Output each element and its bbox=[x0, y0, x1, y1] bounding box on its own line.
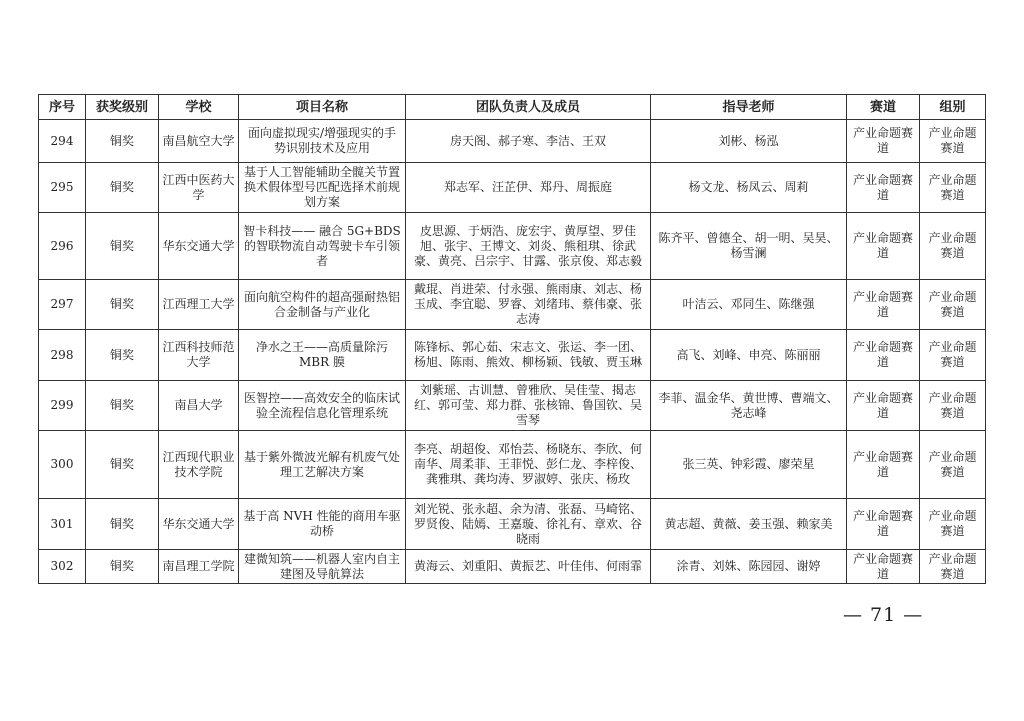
cell-track: 产业命题赛道 bbox=[847, 330, 920, 381]
table-row bbox=[39, 381, 986, 431]
cell-project-name: 基于人工智能辅助全髋关节置换术假体型号匹配选择术前规划方案 bbox=[239, 163, 406, 213]
cell-advisors: 张三英、钟彩霞、廖荣星 bbox=[651, 431, 847, 499]
cell-project-name: 基于紫外微波光解有机废气处理工艺解决方案 bbox=[239, 431, 406, 499]
cell-group: 产业命题赛道 bbox=[920, 163, 986, 213]
cell-team: 黄海云、刘重阳、黄振艺、叶佳伟、何雨霏 bbox=[406, 550, 651, 584]
cell-track: 产业命题赛道 bbox=[847, 163, 920, 213]
table-row bbox=[39, 550, 986, 584]
cell-advisors: 涂青、刘姝、陈园园、谢婷 bbox=[651, 550, 847, 584]
cell-award-level: 铜奖 bbox=[86, 431, 159, 499]
cell-award-level: 铜奖 bbox=[86, 280, 159, 330]
table-row bbox=[39, 163, 986, 213]
cell-award-level: 铜奖 bbox=[86, 330, 159, 381]
page-number: — 71 — bbox=[843, 604, 924, 626]
cell-award-level: 铜奖 bbox=[86, 550, 159, 584]
cell-team: 陈锋标、郭心茹、宋志文、张运、李一团、杨旭、陈雨、熊效、柳杨颖、钱敏、贾玉琳 bbox=[406, 330, 651, 381]
cell-track: 产业命题赛道 bbox=[847, 499, 920, 550]
cell-serial: 298 bbox=[39, 330, 86, 381]
cell-school: 华东交通大学 bbox=[159, 499, 239, 550]
header-group: 组别 bbox=[920, 95, 986, 120]
cell-school: 江西理工大学 bbox=[159, 280, 239, 330]
cell-advisors: 高飞、刘峰、申亮、陈丽丽 bbox=[651, 330, 847, 381]
cell-serial: 299 bbox=[39, 381, 86, 431]
cell-award-level: 铜奖 bbox=[86, 163, 159, 213]
cell-team: 郑志军、汪芷伊、郑丹、周振庭 bbox=[406, 163, 651, 213]
cell-project-name: 面向虚拟现实/增强现实的手势识别技术及应用 bbox=[239, 120, 406, 163]
header-school: 学校 bbox=[159, 95, 239, 120]
cell-group: 产业命题赛道 bbox=[920, 550, 986, 584]
cell-school: 江西现代职业技术学院 bbox=[159, 431, 239, 499]
header-serial: 序号 bbox=[39, 95, 86, 120]
cell-serial: 302 bbox=[39, 550, 86, 584]
cell-group: 产业命题赛道 bbox=[920, 213, 986, 280]
cell-team: 戴琨、肖进荣、付永强、熊雨康、刘志、杨玉成、李宜聪、罗睿、刘绪玮、蔡伟豪、张志涛 bbox=[406, 280, 651, 330]
table-row bbox=[39, 499, 986, 550]
cell-advisors: 刘彬、杨泓 bbox=[651, 120, 847, 163]
cell-award-level: 铜奖 bbox=[86, 381, 159, 431]
cell-school: 江西科技师范大学 bbox=[159, 330, 239, 381]
cell-team: 刘光锐、张永超、余为清、张磊、马崎铭、罗贤俊、陆嫣、王嘉璇、徐礼有、章欢、谷晓雨 bbox=[406, 499, 651, 550]
cell-award-level: 铜奖 bbox=[86, 213, 159, 280]
header-award-level: 获奖级别 bbox=[86, 95, 159, 120]
cell-serial: 295 bbox=[39, 163, 86, 213]
cell-track: 产业命题赛道 bbox=[847, 120, 920, 163]
cell-serial: 297 bbox=[39, 280, 86, 330]
cell-team: 刘紫瑶、古训慧、曾雅欣、吴佳莹、揭志红、郭可莹、郑力群、张核锦、鲁国钦、吴雪琴 bbox=[406, 381, 651, 431]
table-header-row bbox=[39, 95, 986, 120]
cell-track: 产业命题赛道 bbox=[847, 280, 920, 330]
cell-track: 产业命题赛道 bbox=[847, 213, 920, 280]
cell-school: 华东交通大学 bbox=[159, 213, 239, 280]
header-advisors: 指导老师 bbox=[651, 95, 847, 120]
cell-group: 产业命题赛道 bbox=[920, 330, 986, 381]
cell-serial: 300 bbox=[39, 431, 86, 499]
cell-track: 产业命题赛道 bbox=[847, 431, 920, 499]
cell-school: 南昌大学 bbox=[159, 381, 239, 431]
table-row bbox=[39, 120, 986, 163]
cell-award-level: 铜奖 bbox=[86, 120, 159, 163]
header-track: 赛道 bbox=[847, 95, 920, 120]
cell-advisors: 叶洁云、邓同生、陈继强 bbox=[651, 280, 847, 330]
cell-project-name: 净水之王——高质量除污 MBR 膜 bbox=[239, 330, 406, 381]
cell-group: 产业命题赛道 bbox=[920, 499, 986, 550]
table-row bbox=[39, 431, 986, 499]
cell-group: 产业命题赛道 bbox=[920, 280, 986, 330]
cell-school: 江西中医药大学 bbox=[159, 163, 239, 213]
cell-serial: 296 bbox=[39, 213, 86, 280]
cell-project-name: 面向航空构件的超高强耐热铝合金制备与产业化 bbox=[239, 280, 406, 330]
cell-school: 南昌航空大学 bbox=[159, 120, 239, 163]
cell-project-name: 建微知筑——机器人室内自主建图及导航算法 bbox=[239, 550, 406, 584]
header-team: 团队负责人及成员 bbox=[406, 95, 651, 120]
cell-advisors: 杨文龙、杨凤云、周莉 bbox=[651, 163, 847, 213]
table-row bbox=[39, 213, 986, 280]
cell-award-level: 铜奖 bbox=[86, 499, 159, 550]
cell-advisors: 陈齐平、曾德全、胡一明、吴昊、杨雪澜 bbox=[651, 213, 847, 280]
cell-project-name: 基于高 NVH 性能的商用车驱动桥 bbox=[239, 499, 406, 550]
cell-team: 房天阁、郝子寒、李洁、王双 bbox=[406, 120, 651, 163]
table-row bbox=[39, 280, 986, 330]
award-table bbox=[38, 94, 986, 584]
cell-advisors: 黄志超、黄薇、姜玉强、赖家美 bbox=[651, 499, 847, 550]
header-project-name: 项目名称 bbox=[239, 95, 406, 120]
cell-project-name: 医智控——高效安全的临床试验全流程信息化管理系统 bbox=[239, 381, 406, 431]
cell-group: 产业命题赛道 bbox=[920, 431, 986, 499]
cell-school: 南昌理工学院 bbox=[159, 550, 239, 584]
cell-serial: 301 bbox=[39, 499, 86, 550]
cell-group: 产业命题赛道 bbox=[920, 381, 986, 431]
cell-track: 产业命题赛道 bbox=[847, 550, 920, 584]
table-row bbox=[39, 330, 986, 381]
cell-advisors: 李菲、温金华、黄世博、曹端文、尧志峰 bbox=[651, 381, 847, 431]
cell-team: 皮思源、于炳浩、庞宏宇、黄厚望、罗佳旭、张宇、王博文、刘炎、熊租琪、徐武豪、黄亮、吕宗宇、甘露、张京俊、郑志毅 bbox=[406, 213, 651, 280]
cell-serial: 294 bbox=[39, 120, 86, 163]
cell-track: 产业命题赛道 bbox=[847, 381, 920, 431]
cell-group: 产业命题赛道 bbox=[920, 120, 986, 163]
cell-team: 李亮、胡超俊、邓怡芸、杨晓东、李欣、何南华、周柔菲、王菲悦、彭仁龙、李梓俊、龚雅琪、龚均涛、罗淑婷、张庆、杨玫 bbox=[406, 431, 651, 499]
cell-project-name: 智卡科技—— 融合 5G+BDS 的智联物流自动驾驶卡车引领者 bbox=[239, 213, 406, 280]
